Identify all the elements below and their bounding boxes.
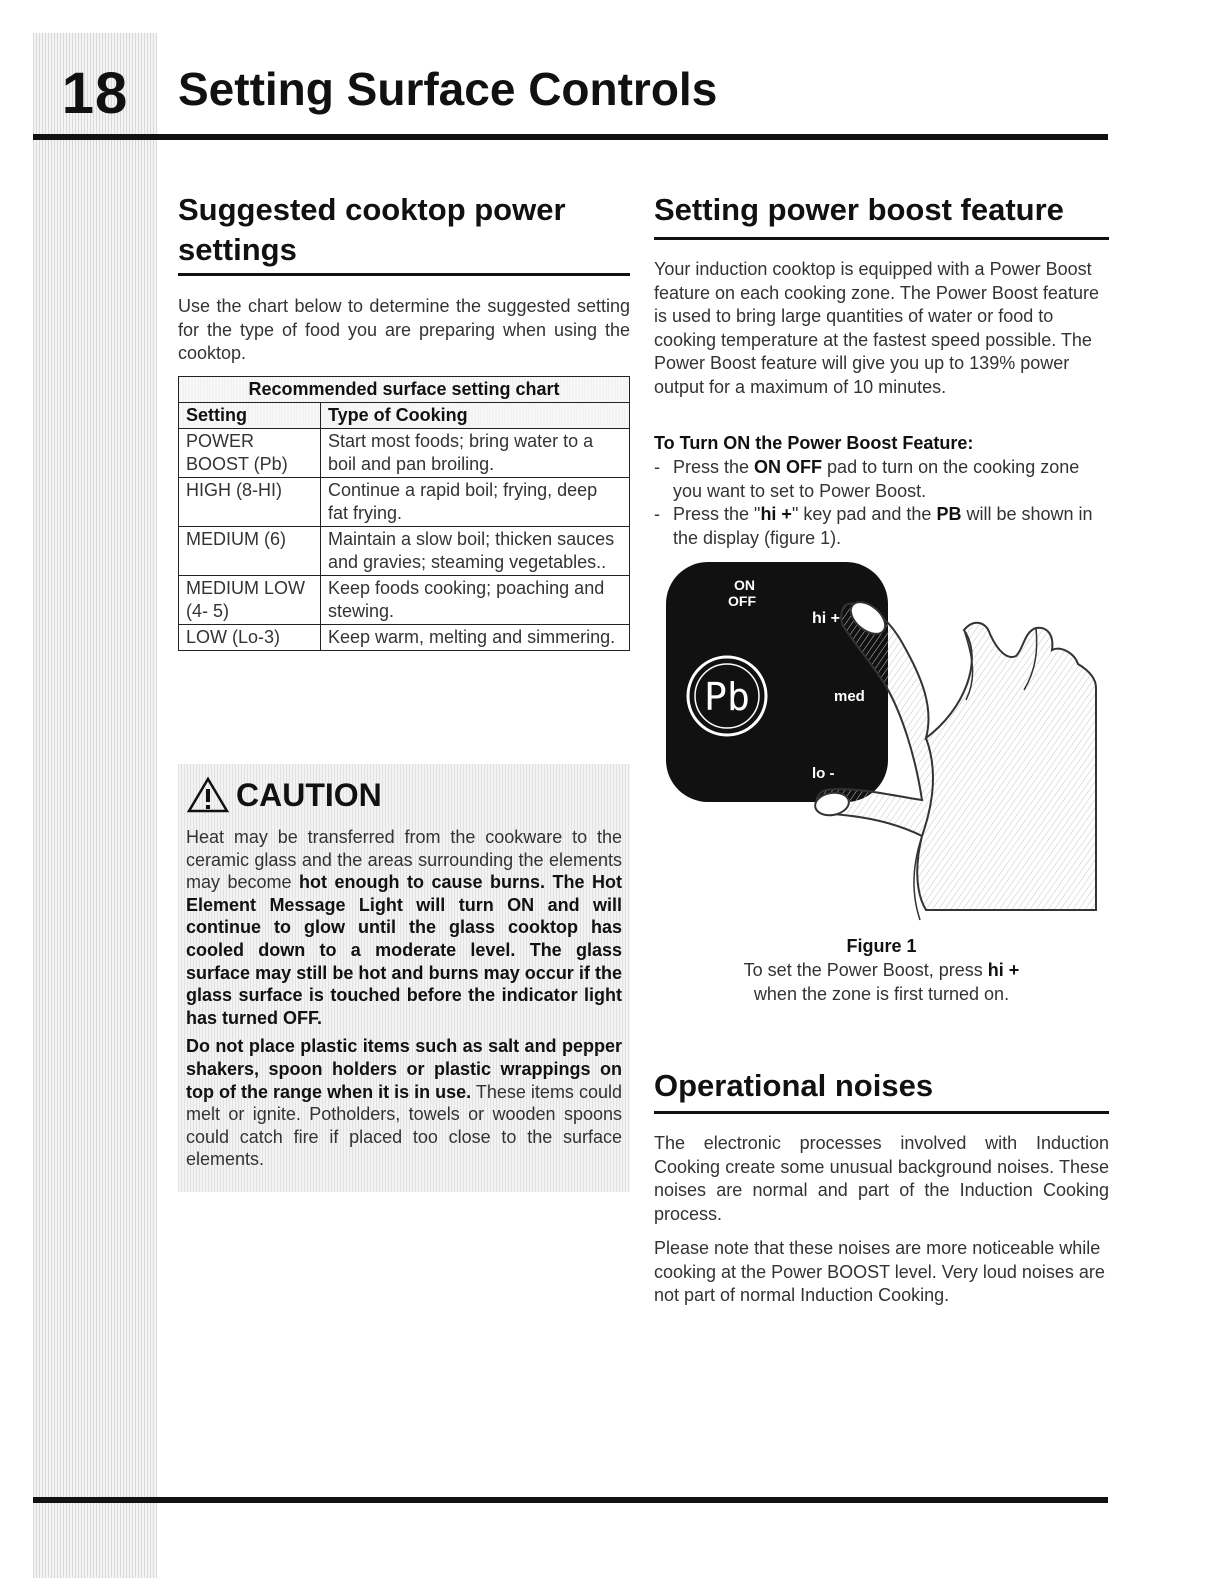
figure-caption-line2: when the zone is first turned on.: [753, 984, 1010, 1004]
suggested-settings-heading-line1: Suggested cooktop power: [178, 192, 566, 227]
caution-p2-bold: Do not place plastic items such as salt and pepper shakers, spoon holders or plastic wrappings on top of the range when it is in use.: [186, 1036, 622, 1102]
caution-p1-bold: hot enough to cause burns. The Hot Element Message Light will turn ON and will continue to glow until the glass cooktop has cooled down to a moderate level. The glass surface may still be hot and burns may occur if the glass surface is touched before the indicator light has turned OFF.: [186, 872, 623, 1028]
header-rule: [33, 134, 1108, 140]
figure-caption-line1: [654, 958, 1109, 982]
operational-noises-p2: Please note that these noises are more noticeable while cooking at the Power BOOST level. Very loud noises are not part of normal Induction Cooking.: [654, 1238, 1105, 1305]
list-item: [654, 456, 1109, 503]
chart-cell-type: Keep foods cooking; poaching and stewing.: [321, 576, 630, 625]
step1-text-a: Press the: [673, 457, 755, 477]
caution-p1-normal: Heat may be transferred from the cookware to the ceramic glass and the areas surrounding the elements may become: [186, 827, 622, 893]
step1-key: ON OFF: [754, 457, 823, 477]
suggested-settings-intro: Use the chart below to determine the suggested setting for the type of food you are preparing when using the cooktop.: [178, 296, 630, 363]
step2-text-a: Press the ": [673, 504, 761, 524]
caution-paragraph-2: [186, 1035, 622, 1171]
step2-text-c: " key pad and the: [791, 504, 937, 524]
lo-minus-label: lo -: [812, 765, 835, 782]
chart-caption: Recommended surface setting chart: [179, 377, 630, 403]
power-boost-rule: [654, 237, 1109, 240]
turn-on-heading: To Turn ON the Power Boost Feature:: [654, 433, 974, 453]
table-row: [179, 625, 630, 651]
turn-on-steps: [654, 456, 1109, 550]
pb-display: Pb: [704, 675, 750, 719]
page-title: Setting Surface Controls: [178, 63, 718, 115]
step1-text-c: pad to turn on the cooking zone you want to set to Power Boost.: [673, 457, 1080, 501]
figure-caption: [654, 934, 1109, 1006]
operational-noises-p1: The electronic processes involved with Induction Cooking create some unusual background noises. These noises are normal and part of the Induction Cooking process.: [654, 1133, 1109, 1224]
med-label: med: [834, 688, 865, 705]
left-margin-band: [33, 33, 157, 1578]
chart-cell-setting: MEDIUM (6): [179, 527, 321, 576]
chart-cell-type: Keep warm, melting and simmering.: [321, 625, 630, 651]
operational-noises-heading: Operational noises: [654, 1068, 934, 1103]
chart-cell-setting: POWER BOOST (Pb): [179, 429, 321, 478]
control-panel: [666, 562, 888, 802]
fig-cap-key: hi +: [987, 960, 1020, 980]
power-boost-heading: Setting power boost feature: [654, 192, 1064, 227]
chart-header-type: Type of Cooking: [321, 403, 630, 429]
figure-label: Figure 1: [846, 936, 917, 956]
chart-header-setting: Setting: [179, 403, 321, 429]
table-row: [179, 478, 630, 527]
step2-key: hi +: [760, 504, 792, 524]
suggested-settings-heading: [178, 190, 566, 270]
warning-triangle-icon: [186, 776, 230, 814]
operational-noises-rule: [654, 1111, 1109, 1114]
footer-rule: [33, 1497, 1108, 1503]
caution-paragraph-1: [186, 826, 622, 1029]
chart-cell-setting: LOW (Lo-3): [179, 625, 321, 651]
control-panel-figure: [664, 560, 1104, 930]
power-boost-intro: Your induction cooktop is equipped with a Power Boost feature on each cooking zone. The Power Boost feature is used to bring large quantities of water or food to cooking temperature at the fastest speed possible. The Power Boost feature will give you up to 139% power output for a maximum of 10 minutes.: [654, 259, 1099, 397]
list-item: [654, 503, 1109, 550]
surface-setting-chart: [178, 376, 630, 651]
hi-plus-label: hi +: [812, 610, 841, 627]
off-label: OFF: [728, 593, 756, 609]
chart-cell-type: Start most foods; bring water to a boil and pan broiling.: [321, 429, 630, 478]
on-label: ON: [734, 577, 755, 593]
table-row: [179, 527, 630, 576]
chart-cell-type: Continue a rapid boil; frying, deep fat frying.: [321, 478, 630, 527]
caution-p2-normal: These items could melt or ignite. Potholders, towels or wooden spoons could catch fire if placed too close to the surface elements.: [186, 1081, 622, 1170]
step2-pb: PB: [936, 504, 962, 524]
chart-cell-setting: MEDIUM LOW (4- 5): [179, 576, 321, 625]
step2-text-e: will be shown in the display (figure 1).: [673, 504, 1093, 548]
caution-heading: [186, 776, 382, 814]
chart-cell-setting: HIGH (8-HI): [179, 478, 321, 527]
suggested-settings-rule: [178, 273, 630, 276]
table-row: [179, 429, 630, 478]
chart-cell-type: Maintain a slow boil; thicken sauces and gravies; steaming vegetables..: [321, 527, 630, 576]
caution-text: [186, 826, 622, 1177]
suggested-settings-heading-line2: settings: [178, 232, 297, 267]
page-number: 18: [61, 61, 129, 126]
fig-cap-text: To set the Power Boost, press: [743, 960, 988, 980]
table-row: [179, 576, 630, 625]
caution-title: CAUTION: [236, 776, 382, 813]
